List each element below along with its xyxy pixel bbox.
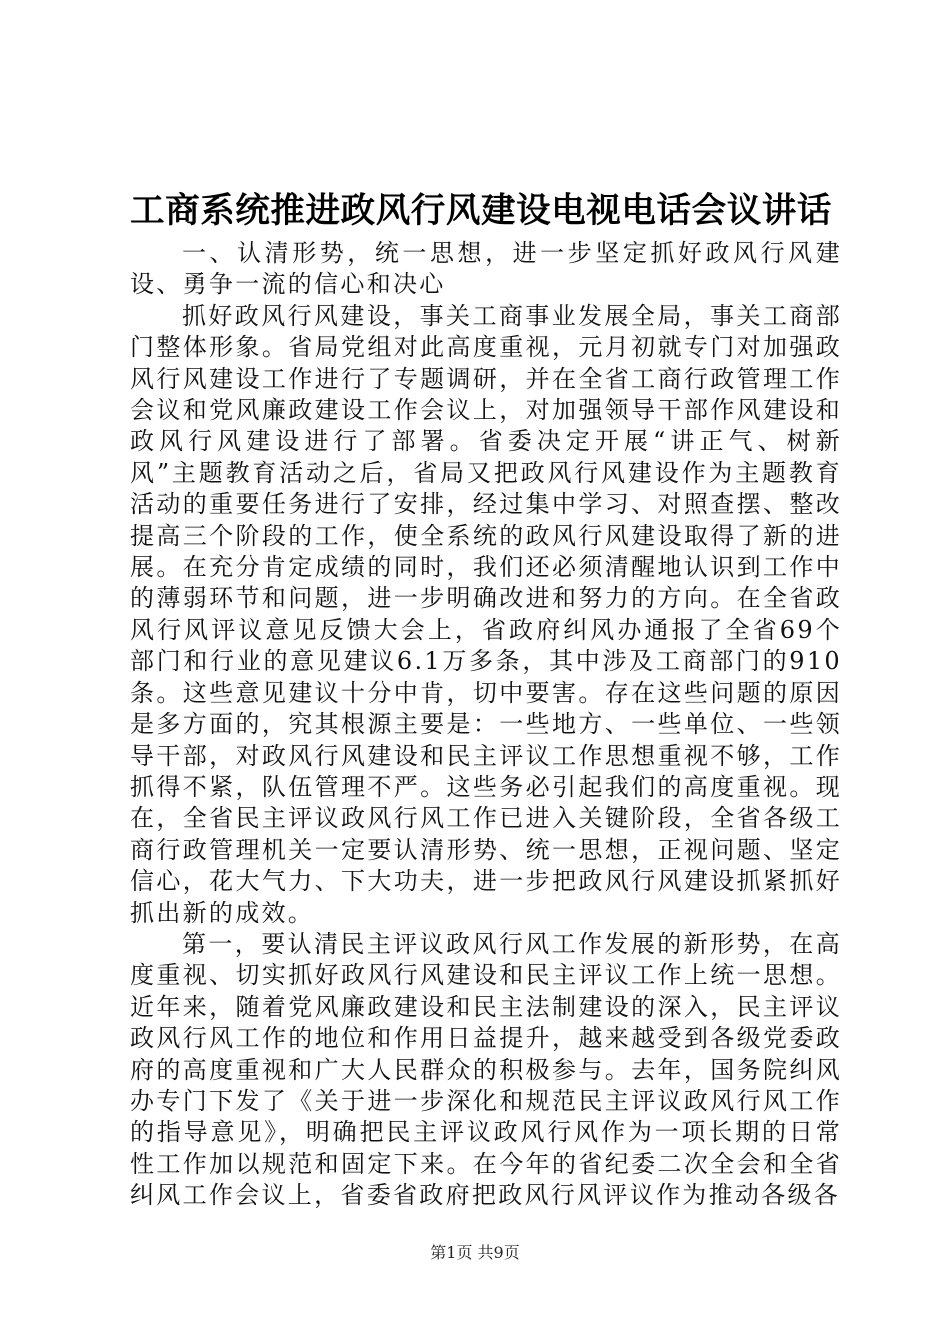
body-paragraph: 抓好政风行风建设，事关工商事业发展全局，事关工商部门整体形象。省局党组对此高度重视，元月初就专门对加强政风行风建设工作进行了专题调研，并在全省工商行政管理工作会议和党风廉政建设工作会议上，对加强领导干部作风建设和政风行风建设进行了部署。省委决定开展“讲正气、树新风”主题教育活动之后，省局又把政风行风建设作为主题教育活动的重要任务进行了安排，经过集中学习、对照查摆、整改提高三个阶段的工作，使全系统的政风行风建设取得了新的进展。在充分肯定成绩的同时，我们还必须清醒地认识到工作中的薄弱环节和问题，进一步明确改进和努力的方向。在全省政风行风评议意见反馈大会上，省政府纠风办通报了全省69个部门和行业的意见建议6.1万多条，其中涉及工商部门的910条。这些意见建议十分中肯，切中要害。存在这些问题的原因是多方面的，究其根源主要是：一些地方、一些单位、一些领导干部，对政风行风建设和民主评议工作思想重视不够，工作抓得不紧，队伍管理不严。这些务必引起我们的高度重视。现在，全省民主评议政风行风工作已进入关键阶段，全省各级工商行政管理机关一定要认清形势、统一思想，正视问题、坚定信心，花大气力、下大功夫，进一步把政风行风建设抓紧抓好抓出新的成效。 — [130, 301, 842, 927]
body-paragraph: 第一，要认清民主评议政风行风工作发展的新形势，在高度重视、切实抓好政风行风建设和民主评议工作上统一思想。近年来，随着党风廉政建设和民主法制建设的深入，民主评议政风行风工作的地位和作用日益提升，越来越受到各级党委政府的高度重视和广大人民群众的积极参与。去年，国务院纠风办专门下发了《关于进一步深化和规范民主评议政风行风工作的指导意见》，明确把民主评议政风行风作为一项长期的日常性工作加以规范和固定下来。在今年的省纪委二次全会和全省纠风工作会议上，省委省政府把政风行风评议作为推动各级各 — [130, 929, 842, 1210]
document-body — [130, 238, 842, 1212]
section-heading: 一、认清形势，统一思想，进一步坚定抓好政风行风建设、勇争一流的信心和决心 — [130, 239, 842, 299]
document-title: 工商系统推进政风行风建设电视电话会议讲话 — [130, 191, 832, 231]
page-number-footer: 第1页 共9页 — [430, 1243, 520, 1262]
